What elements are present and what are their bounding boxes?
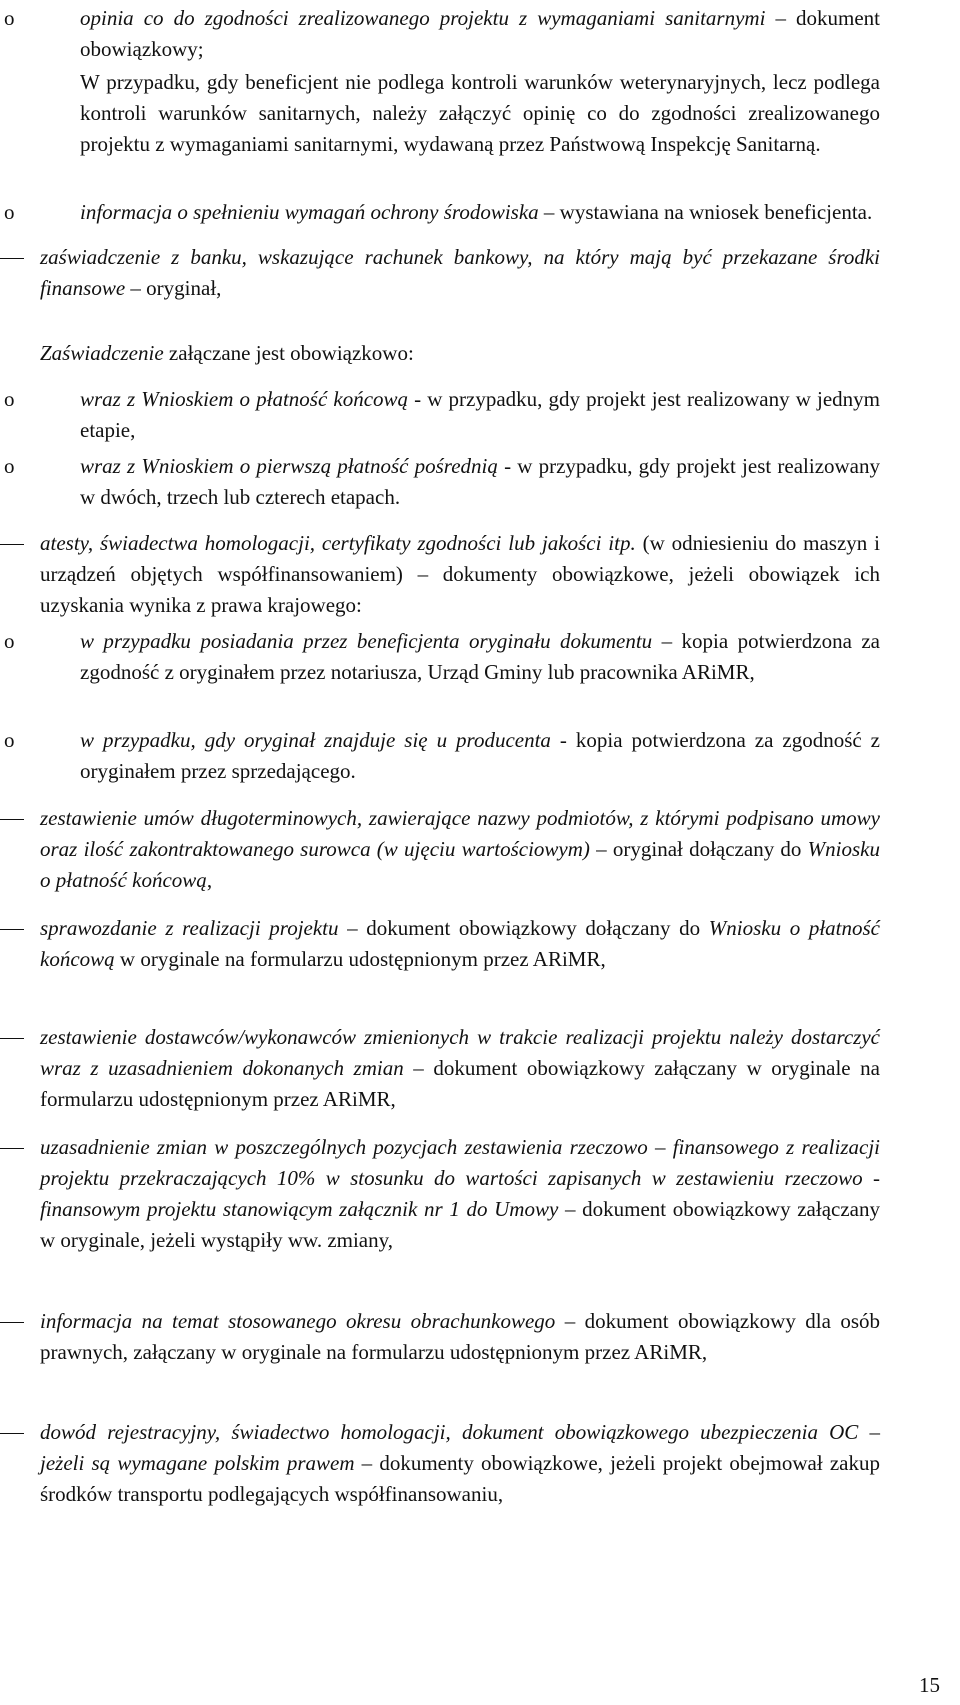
paragraph-long-term-contracts: zestawienie umów długoterminowych, zawierające nazwy podmiotów, z którymi podpisano umowy oraz ilość zakontraktowanego surowca (w ujęciu wartościowym) – oryginał dołączany do Wniosku o płatność końcową, bbox=[40, 806, 880, 892]
dash-bullet bbox=[0, 544, 24, 545]
paragraph-certificates: atesty, świadectwa homologacji, certyfikaty zgodności lub jakości itp. (w odniesieniu do maszyn i urządzeń objętych współfinansowaniem) – dokumenty obowiązkowe, jeżeli obowiązek ich uzyskania wynika z prawa krajowego: bbox=[40, 531, 880, 617]
circle-bullet: o bbox=[4, 387, 15, 411]
dash-bullet bbox=[0, 929, 24, 930]
circle-bullet: o bbox=[4, 6, 15, 30]
paragraph-intermediate-payment: wraz z Wnioskiem o pierwszą płatność pośrednią - w przypadku, gdy projekt jest realizowany w dwóch, trzech lub czterech etapach. bbox=[80, 454, 880, 509]
paragraph-project-report: sprawozdanie z realizacji projektu – dokument obowiązkowy dołączany do Wniosku o płatność końcową w oryginale na formularzu udostępnionym przez ARiMR, bbox=[40, 916, 881, 971]
circle-bullet: o bbox=[4, 454, 15, 478]
dash-bullet bbox=[0, 1038, 24, 1039]
paragraph-certificate-required: Zaświadczenie załączane jest obowiązkowo: bbox=[40, 341, 414, 365]
circle-bullet: o bbox=[4, 629, 15, 653]
page-number: 15 bbox=[919, 1673, 940, 1697]
paragraph-original-producer: w przypadku, gdy oryginał znajduje się u producenta - kopia potwierdzona za zgodność z oryginałem przez sprzedającego. bbox=[80, 728, 880, 783]
dash-bullet bbox=[0, 1322, 24, 1323]
dash-bullet bbox=[0, 819, 24, 820]
paragraph-change-justification: uzasadnienie zmian w poszczególnych pozycjach zestawienia rzeczowo – finansowego z realizacji projektu przekraczających 10% w stosunku do wartości zapisanych w zestawieniu rzeczowo - finansowym projektu stanowiącym załącznik nr 1 do Umowy – dokument obowiązkowy załączany w oryginale, jeżeli wystąpiły ww. zmiany, bbox=[40, 1135, 880, 1252]
paragraph-accounting-period: informacja na temat stosowanego okresu obrachunkowego – dokument obowiązkowy dla osób prawnych, załączany w oryginale na formularzu udostępnionym przez ARiMR, bbox=[40, 1309, 880, 1364]
paragraph-supplier-changes: zestawienie dostawców/wykonawców zmienionych w trakcie realizacji projektu należy dostarczyć wraz z uzasadnieniem dokonanych zmian – dokument obowiązkowy załączany w oryginale na formularzu udostępnionym przez ARiMR, bbox=[40, 1025, 880, 1111]
circle-bullet: o bbox=[4, 728, 15, 752]
paragraph-sanitary-note: W przypadku, gdy beneficjent nie podlega kontroli warunków weterynaryjnych, lecz podlega kontroli warunków sanitarnych, należy załączyć opinię co do zgodności zrealizowanego projektu z wymaganiami sanitarnymi, wydawaną przez Państwową Inspekcję Sanitarną. bbox=[80, 70, 880, 156]
dash-bullet bbox=[0, 1433, 24, 1434]
dash-bullet bbox=[0, 1148, 24, 1149]
circle-bullet: o bbox=[4, 200, 15, 224]
paragraph-original-owned: w przypadku posiadania przez beneficjenta oryginału dokumentu – kopia potwierdzona za zgodność z oryginałem przez notariusza, Urząd Gminy lub pracownika ARiMR, bbox=[80, 629, 880, 684]
paragraph-vehicle-registration: dowód rejestracyjny, świadectwo homologacji, dokument obowiązkowego ubezpieczenia OC – jeżeli są wymagane polskim prawem – dokumenty obowiązkowe, jeżeli projekt obejmował zakup środków transportu podlegających współfinansowaniu, bbox=[40, 1420, 880, 1506]
paragraph-final-payment: wraz z Wnioskiem o płatność końcową - w przypadku, gdy projekt jest realizowany w jednym etapie, bbox=[80, 387, 880, 442]
dash-bullet bbox=[0, 258, 24, 259]
paragraph-bank-certificate: zaświadczenie z banku, wskazujące rachunek bankowy, na który mają być przekazane środki finansowe – oryginał, bbox=[40, 245, 880, 300]
paragraph-sanitary-opinion: opinia co do zgodności zrealizowanego projektu z wymaganiami sanitarnymi – dokument obowiązkowy; bbox=[80, 6, 880, 61]
paragraph-environment-info: informacja o spełnieniu wymagań ochrony środowiska – wystawiana na wniosek beneficjenta. bbox=[80, 200, 873, 224]
